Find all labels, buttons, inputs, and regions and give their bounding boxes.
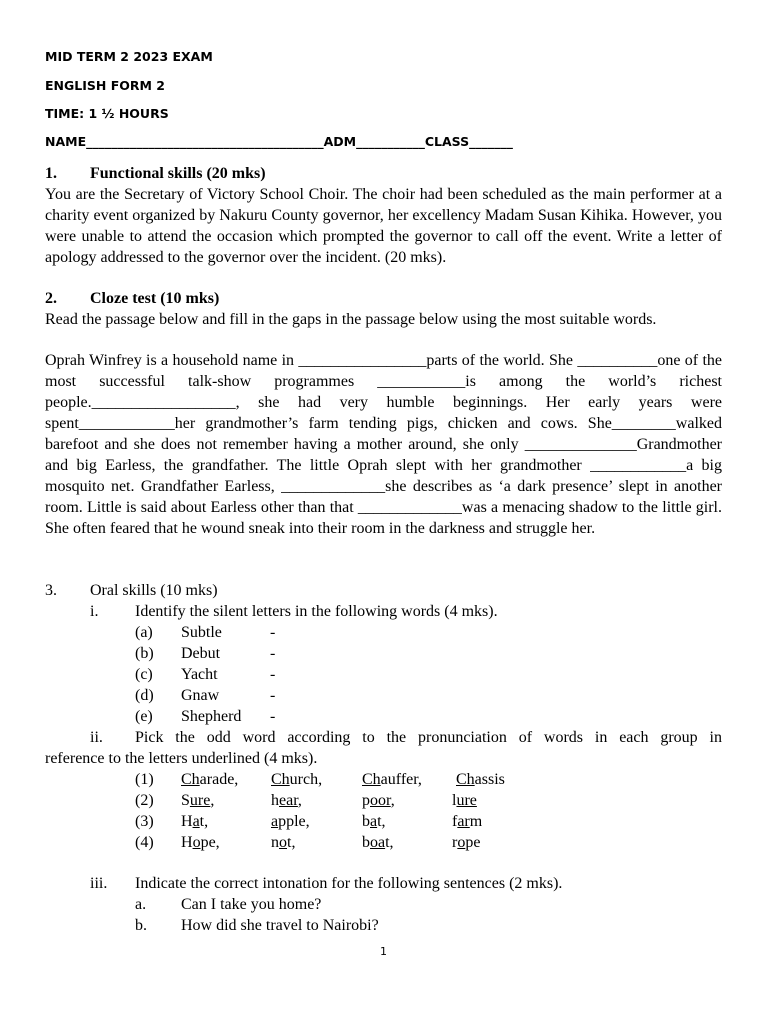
silent-item-label: (b) [135, 645, 154, 662]
odd-word: Hat, [181, 813, 209, 830]
underlined-letters: a [370, 813, 378, 830]
odd-row-label: (2) [135, 792, 154, 809]
silent-item-word: Yacht [181, 666, 218, 683]
part-i-number: i. [90, 603, 99, 620]
silent-item-dash: - [270, 708, 276, 725]
word-rest: urch, [289, 771, 323, 788]
q1-title: Functional skills (20 mks) [90, 165, 266, 182]
q1-number: 1. [45, 165, 57, 182]
underlined-letters: oor [370, 792, 391, 809]
word-rest: auffer, [380, 771, 422, 788]
odd-word: hear, [271, 792, 302, 809]
odd-row-label: (1) [135, 771, 154, 788]
silent-item-dash: - [270, 666, 276, 683]
odd-word: boat, [362, 834, 394, 851]
silent-item-word: Shepherd [181, 708, 242, 725]
odd-word [271, 769, 322, 790]
underlined-letters: a [192, 813, 200, 830]
odd-word: apple, [271, 813, 310, 830]
underlined-letters: ear [279, 792, 298, 809]
subject-title: ENGLISH FORM 2 [45, 78, 165, 93]
underlined-letters: oa [370, 834, 386, 851]
underlined-letters: Ch [271, 771, 290, 788]
intonation-item-text: Can I take you home? [181, 896, 322, 913]
intonation-item-label: b. [135, 917, 147, 934]
odd-word [456, 769, 505, 790]
silent-item-dash: - [270, 645, 276, 662]
word-rest: assis [474, 771, 505, 788]
cloze-passage: Oprah Winfrey is a household name in ________________parts of the world. She __________one of the most successful talk-show programmes ___________is among the world’s richest people.__________________, she had very humble beginnings. Her early years were spent____________her grandmother’s farm tending pigs, chicken and cows. She________walked barefoot and she does not remember having a mother around, she only ______________Grandmother and big Earless, the grandfather. The little Oprah slept with her grandmother ____________a big mosquito net. Grandfather Earless, _____________she describes as ‘a dark presence’ slept in another room. Little is said about Earless other than that _____________was a menacing shadow to the little girl. She often feared that he wound sneak into their room in the darkness and struggle her. [45, 352, 722, 537]
q3-title: Oral skills (10 mks) [90, 582, 218, 599]
silent-item-dash: - [270, 687, 276, 704]
odd-word: bat, [362, 813, 386, 830]
page-number: 1 [380, 945, 387, 958]
odd-word: rope [452, 834, 481, 851]
silent-item-word: Debut [181, 645, 221, 662]
q2-title: Cloze test (10 mks) [90, 290, 220, 307]
underlined-letters: ure [189, 792, 211, 809]
exam-time: TIME: 1 ½ HOURS [45, 106, 169, 121]
underlined-letters: o [192, 834, 201, 851]
name-adm-class-line: NAME______________________________________ADM___________CLASS_______ [45, 134, 513, 149]
silent-item-word: Subtle [181, 624, 222, 641]
part-ii-text-line1: Pick the odd word according to the pronunciation of words in each group in [135, 729, 722, 746]
part-i-text: Identify the silent letters in the following words (4 mks). [135, 603, 498, 620]
silent-item-label: (a) [135, 624, 153, 641]
intonation-item-label: a. [135, 896, 147, 913]
odd-word: Hope, [181, 834, 220, 851]
odd-word: lure [452, 792, 477, 809]
q1-text: You are the Secretary of Victory School Choir. The choir had been scheduled as the main performer at a charity event organized by Nakuru County governor, her excellency Madam Susan Kihika. However, you were unable to attend the occasion which prompted the governor to call off the event. Write a letter of apology addressed to the governor over the incident. (20 mks). [45, 186, 722, 266]
silent-item-dash: - [270, 624, 276, 641]
odd-row-label: (3) [135, 813, 154, 830]
odd-word: poor, [362, 792, 395, 809]
intonation-item-text: How did she travel to Nairobi? [181, 917, 379, 934]
underlined-letters: o [457, 834, 466, 851]
part-iii-number: iii. [90, 875, 108, 892]
word-rest: arade, [199, 771, 239, 788]
underlined-letters: Ch [456, 771, 475, 788]
exam-title: MID TERM 2 2023 EXAM [45, 49, 213, 64]
q2-instruction: Read the passage below and fill in the gaps in the passage below using the most suitable words. [45, 311, 657, 328]
underlined-letters: a [271, 813, 279, 830]
underlined-letters: ure [456, 792, 477, 809]
part-ii-number: ii. [90, 729, 103, 746]
silent-item-label: (c) [135, 666, 153, 683]
odd-word: farm [452, 813, 483, 830]
part-iii-text: Indicate the correct intonation for the following sentences (2 mks). [135, 875, 563, 892]
q3-number: 3. [45, 582, 57, 599]
silent-item-label: (d) [135, 687, 154, 704]
underlined-letters: o [279, 834, 287, 851]
q2-number: 2. [45, 290, 57, 307]
underlined-letters: ar [457, 813, 470, 830]
odd-word [181, 769, 238, 790]
part-ii-text-line2: reference to the letters underlined (4 mks). [45, 750, 318, 767]
odd-word [362, 769, 422, 790]
underlined-letters: Ch [362, 771, 381, 788]
odd-row-label: (4) [135, 834, 154, 851]
odd-word: not, [271, 834, 296, 851]
silent-item-word: Gnaw [181, 687, 220, 704]
underlined-letters: Ch [181, 771, 200, 788]
odd-word: Sure, [181, 792, 215, 809]
silent-item-label: (e) [135, 708, 153, 725]
